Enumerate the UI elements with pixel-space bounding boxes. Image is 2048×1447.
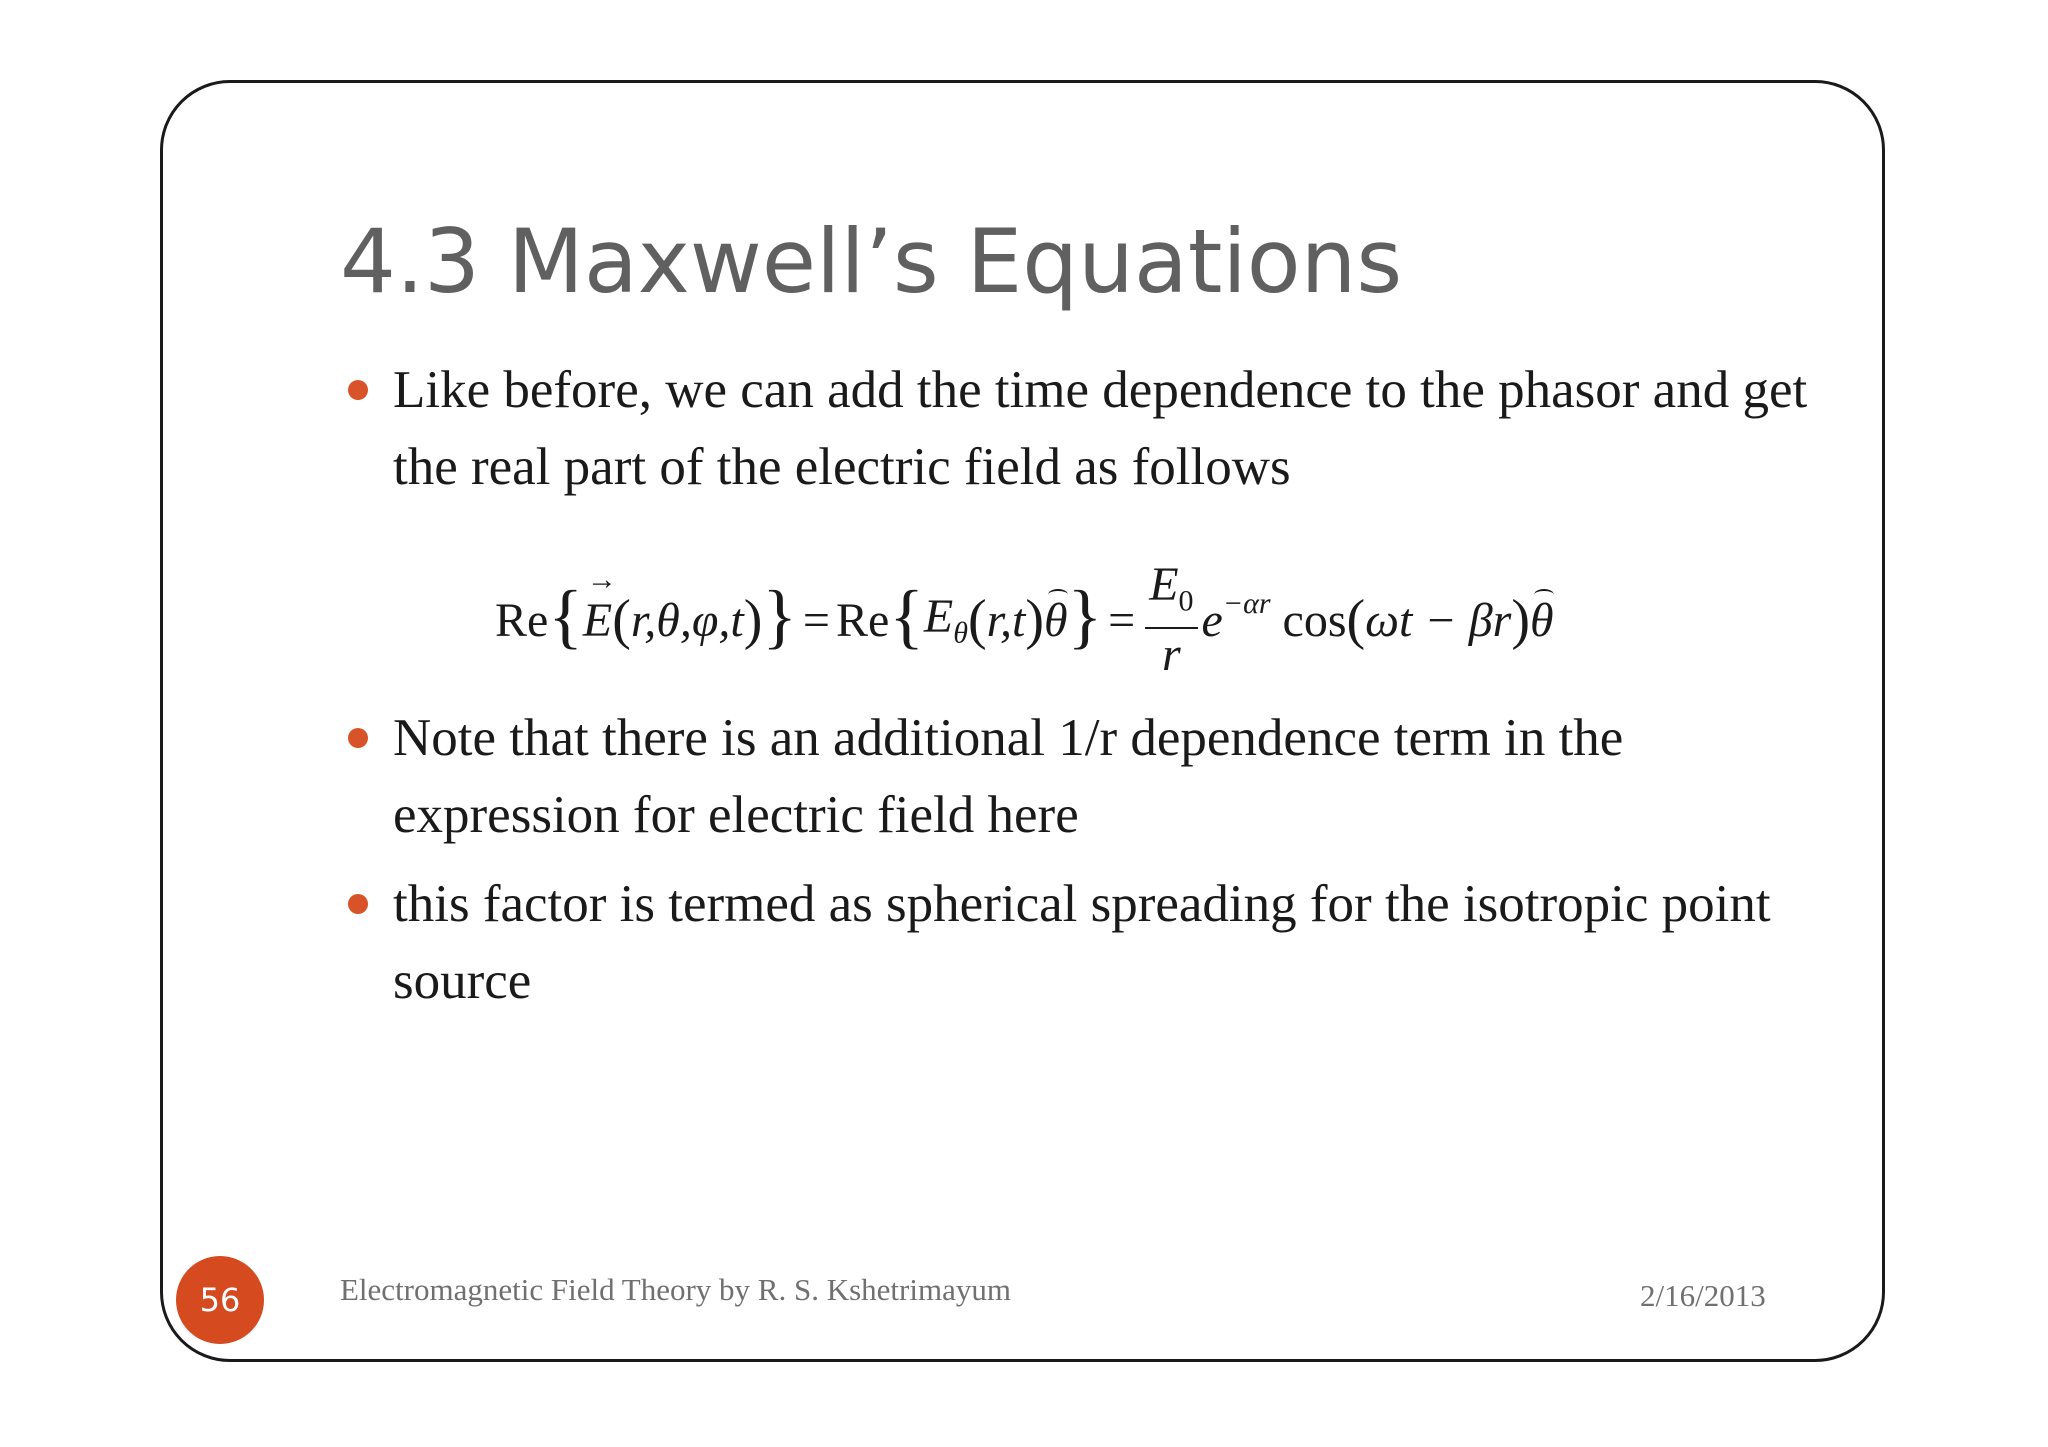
footer-credit: Electromagnetic Field Theory by R. S. Kshetrimayum — [340, 1272, 1011, 1307]
eq-brace-open: { — [548, 576, 583, 656]
eq-re-1: Re — [495, 593, 549, 647]
eq-paren: ( — [1346, 589, 1366, 651]
eq-cos: cos — [1282, 593, 1347, 647]
eq-vector-e: → E — [583, 593, 612, 648]
eq-re-2: Re — [836, 593, 890, 647]
eq-brace-close: } — [1067, 576, 1103, 656]
page-number-badge: 56 — [176, 1256, 264, 1344]
eq-brace-open: { — [889, 576, 924, 656]
eq-equals: = — [1108, 593, 1136, 647]
eq-denominator: r — [1162, 628, 1181, 682]
eq-equals: = — [802, 593, 830, 647]
bullet-marker — [348, 380, 368, 400]
footer-date: 2/16/2013 — [1640, 1278, 1766, 1313]
eq-paren: ( — [967, 589, 987, 651]
eq-exponent: −αr — [1222, 587, 1271, 620]
eq-args-2: r,t — [986, 593, 1026, 647]
equation — [495, 557, 1554, 682]
eq-brace-close: } — [762, 576, 797, 656]
eq-paren: ) — [1025, 589, 1044, 651]
bullet-marker — [348, 728, 368, 748]
eq-cos-arg: ωt − βr — [1365, 593, 1512, 647]
eq-paren: ( — [612, 589, 631, 651]
slide-title: 4.3 Maxwell’s Equations — [340, 210, 1403, 313]
eq-e-theta: $E_\theta$ — [923, 590, 968, 650]
eq-args-1: r,θ,φ,t — [630, 593, 744, 647]
bullet-text-1: Like before, we can add the time dependence to the phasor and get the real part of the electric field as follows — [393, 361, 1808, 496]
bullet-marker — [348, 894, 368, 914]
eq-theta-hat: θ — [1530, 593, 1554, 647]
eq-paren: ) — [743, 589, 763, 651]
eq-exp-base: e — [1201, 593, 1223, 647]
bullet-text-2: Note that there is an additional 1/r dependence term in the expression for electric field here — [393, 709, 1624, 844]
eq-theta-hat: θ — [1043, 593, 1068, 647]
eq-paren: ) — [1511, 589, 1531, 651]
eq-numerator: $E_0$ — [1145, 559, 1197, 630]
eq-fraction — [1145, 559, 1197, 682]
bullet-text-3: this factor is termed as spherical spreading for the isotropic point source — [393, 875, 1771, 1010]
